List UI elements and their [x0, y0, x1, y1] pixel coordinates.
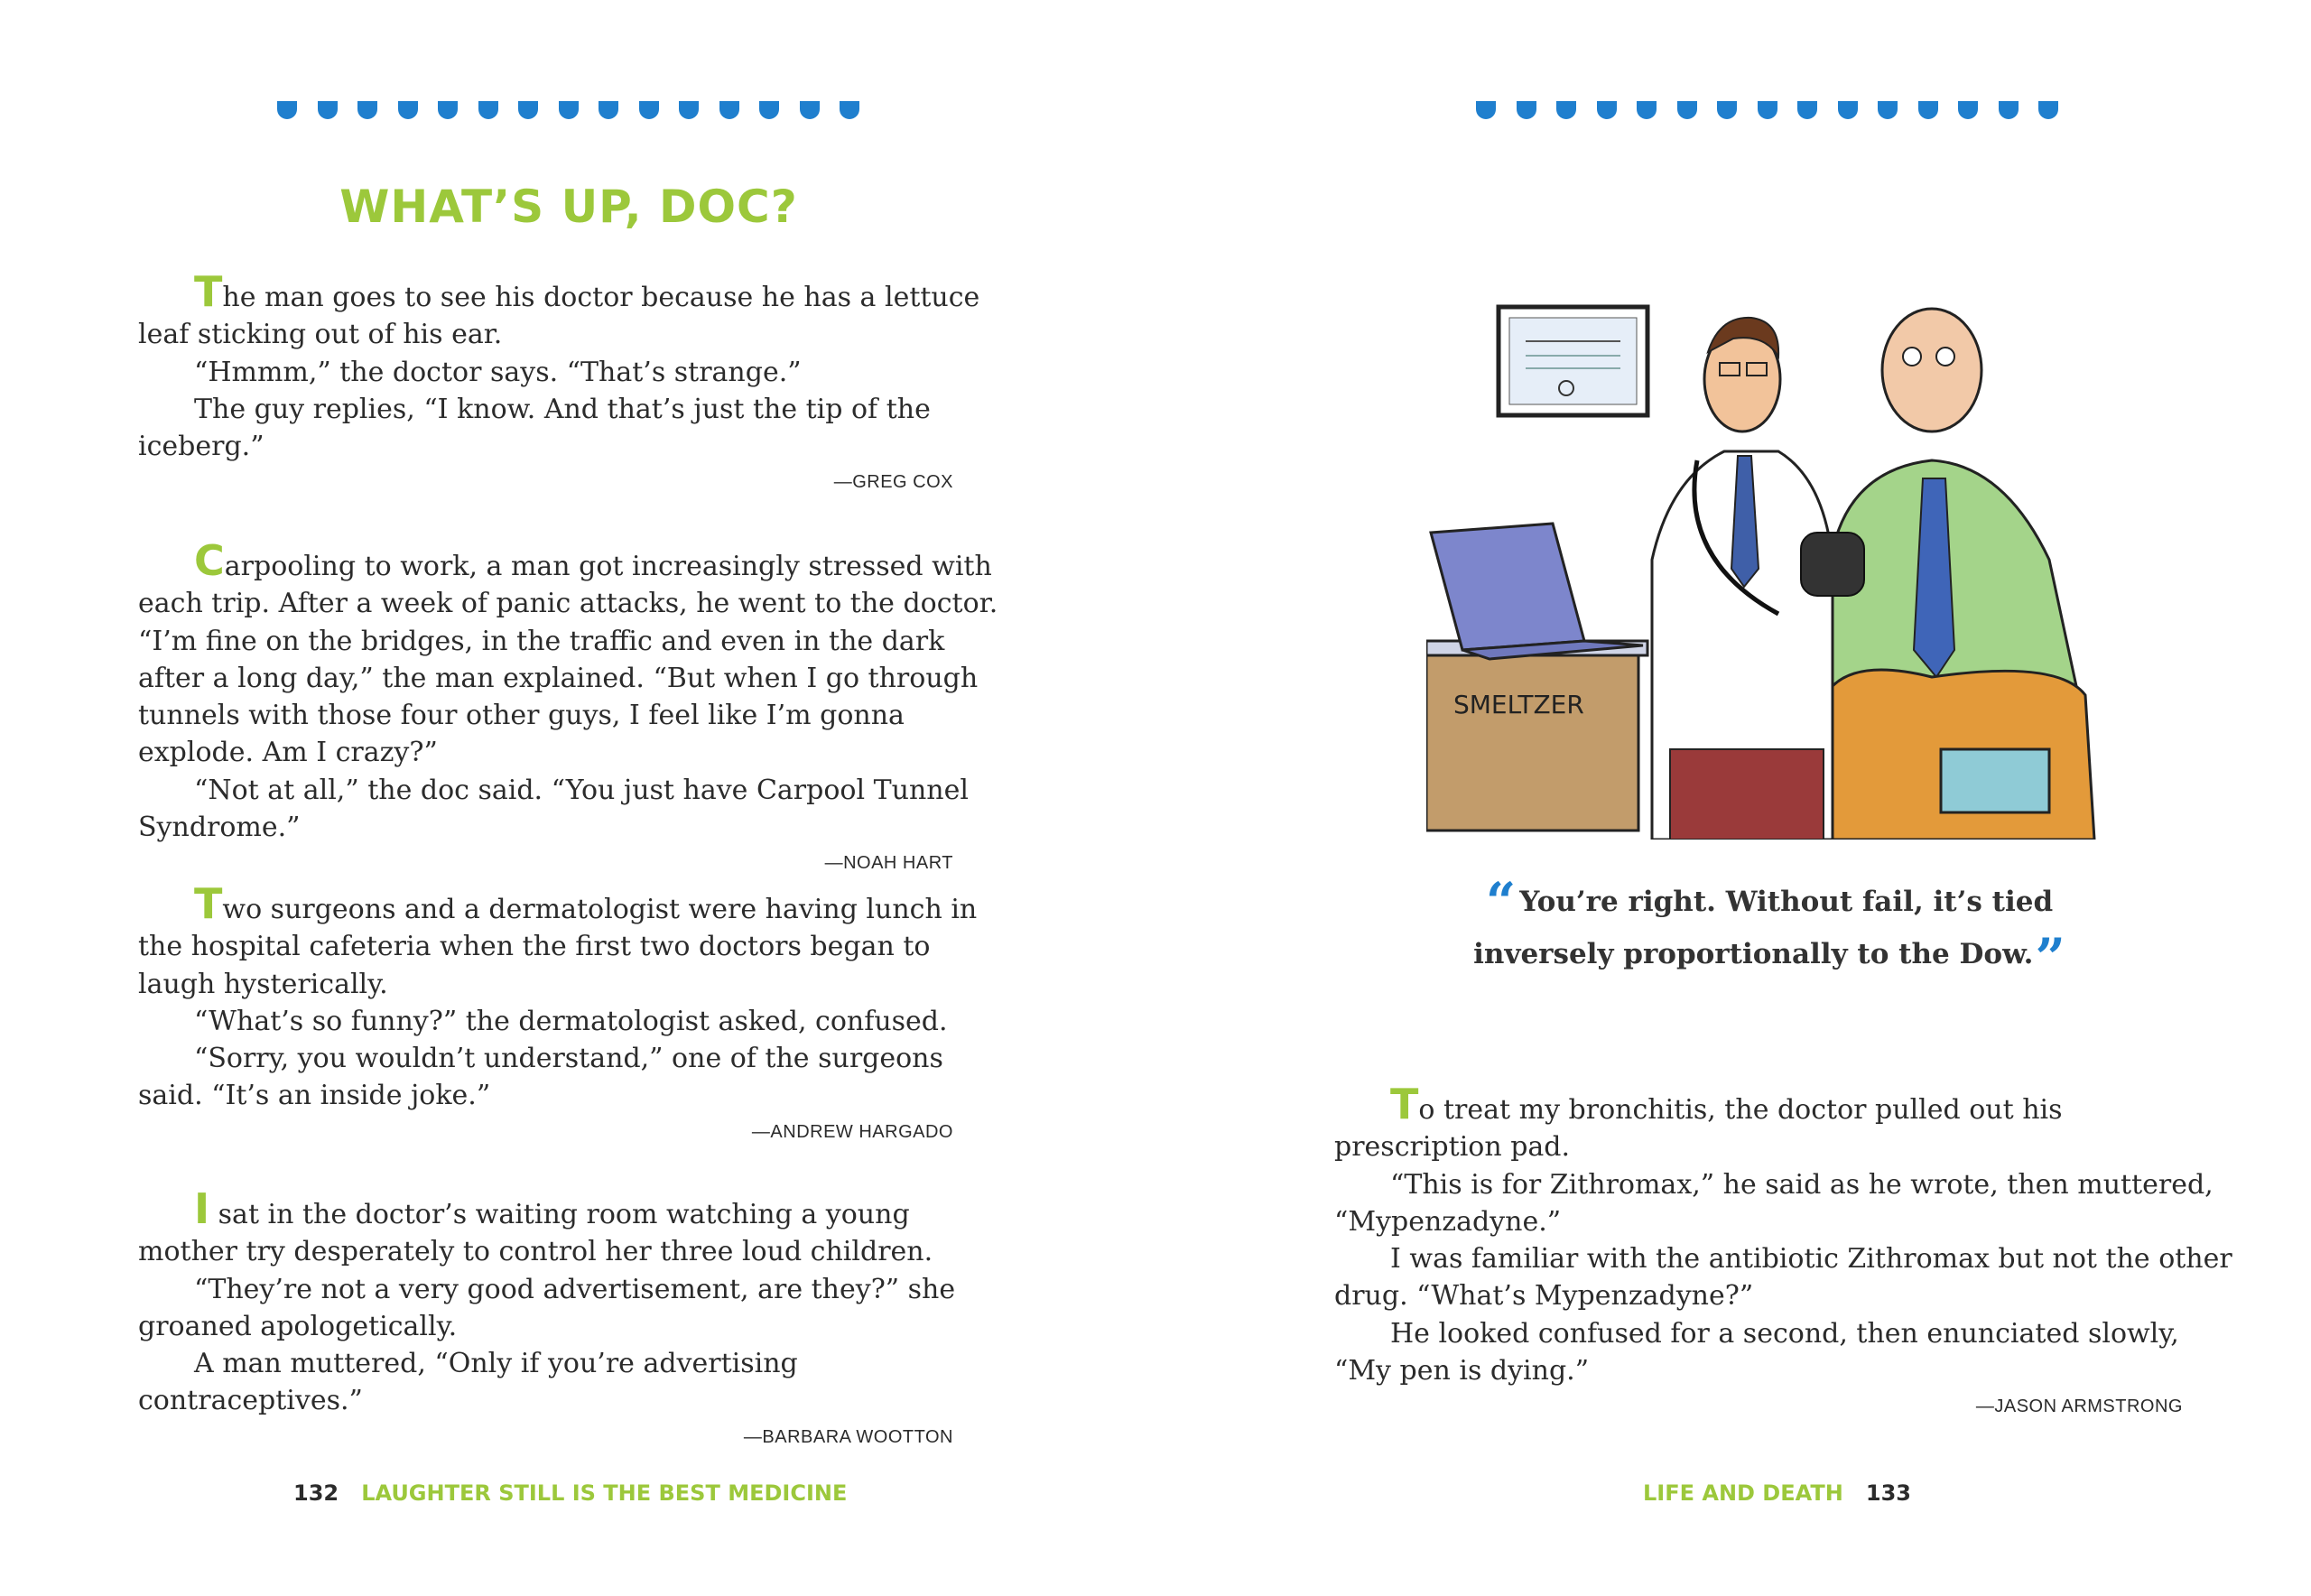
- cartoon-caption: [1444, 871, 2094, 988]
- page-footer: [293, 1480, 847, 1506]
- decorative-dot: [1597, 101, 1617, 119]
- joke-paragraph: The guy replies, “I know. And that’s just the tip of the iceberg.”: [138, 393, 931, 463]
- attribution: —JASON ARMSTRONG: [1975, 1396, 2183, 1417]
- close-quote-mark: ”: [2035, 927, 2065, 988]
- decorative-dot: [398, 101, 418, 119]
- decorative-dot: [840, 101, 859, 119]
- decorative-dots: [277, 101, 880, 125]
- decorative-dot: [1999, 101, 2019, 119]
- decorative-dot: [277, 101, 297, 119]
- decorative-dot: [559, 101, 579, 119]
- decorative-dot: [1878, 101, 1898, 119]
- page-number: 132: [293, 1480, 339, 1506]
- book-title: LAUGHTER STILL IS THE BEST MEDICINE: [361, 1480, 848, 1506]
- decorative-dot: [639, 101, 659, 119]
- page-footer: [1643, 1480, 1911, 1506]
- drop-cap: I: [194, 1184, 210, 1233]
- decorative-dot: [2038, 101, 2058, 119]
- joke-entry: [138, 267, 1005, 493]
- decorative-dot: [1556, 101, 1576, 119]
- joke-paragraph: “Hmmm,” the doctor says. “That’s strange.”: [194, 356, 802, 388]
- joke-paragraph: “Not at all,” the doc said. “You just have Carpool Tunnel Syndrome.”: [138, 774, 969, 844]
- joke-paragraph: “This is for Zithromax,” he said as he wrote, then muttered, “Mypenzadyne.”: [1334, 1168, 2214, 1238]
- decorative-dot: [800, 101, 820, 119]
- joke-paragraph: “What’s so funny?” the dermatologist asked, confused.: [194, 1005, 948, 1037]
- decorative-dot: [438, 101, 458, 119]
- decorative-dot: [1958, 101, 1978, 119]
- joke-paragraph: arpooling to work, a man got increasingly stressed with each trip. After a week of panic attacks, he went to the doctor. “I’m fine on the bridges, in the traffic and even in the dark after a long day,” the man explained. “But when I go through tunnels with those four other guys, I feel like I’m gonna explode. Am I crazy?”: [138, 551, 998, 769]
- decorative-dot: [1717, 101, 1737, 119]
- decorative-dot: [1476, 101, 1496, 119]
- doctor-cartoon: [1426, 262, 2130, 840]
- decorative-dot: [759, 101, 779, 119]
- decorative-dot: [1838, 101, 1858, 119]
- decorative-dot: [599, 101, 618, 119]
- decorative-dot: [357, 101, 377, 119]
- joke-paragraph: o treat my bronchitis, the doctor pulled out his prescription pad.: [1334, 1094, 2063, 1164]
- drop-cap: T: [194, 267, 223, 316]
- joke-paragraph: A man muttered, “Only if you’re advertising contraceptives.”: [138, 1348, 798, 1417]
- page-number: 133: [1865, 1480, 1911, 1506]
- joke-paragraph: He looked confused for a second, then enunciated slowly, “My pen is dying.”: [1334, 1317, 2179, 1387]
- decorative-dot: [518, 101, 538, 119]
- drop-cap: T: [194, 879, 223, 928]
- section-title: LIFE AND DEATH: [1643, 1480, 1843, 1506]
- joke-entry: [1334, 1080, 2237, 1417]
- joke-paragraph: wo surgeons and a dermatologist were having lunch in the hospital cafeteria when the first two doctors began to laugh hysterically.: [138, 894, 978, 1000]
- joke-entry: [138, 879, 1005, 1143]
- decorative-dot: [1918, 101, 1938, 119]
- joke-paragraph: sat in the doctor’s waiting room watching a young mother try desperately to control her three loud children.: [138, 1199, 933, 1268]
- joke-entry: [138, 1184, 1005, 1448]
- decorative-dots: [1476, 101, 2079, 125]
- attribution: —ANDREW HARGADO: [751, 1121, 953, 1142]
- attribution: —NOAH HART: [824, 853, 953, 874]
- decorative-dot: [1637, 101, 1657, 119]
- joke-paragraph: “They’re not a very good advertisement, are they?” she groaned apologetically.: [138, 1273, 956, 1342]
- decorative-dot: [679, 101, 699, 119]
- cartoon-signature: SMELTZER: [1453, 690, 1584, 719]
- decorative-dot: [318, 101, 338, 119]
- attribution: —BARBARA WOOTTON: [743, 1426, 953, 1447]
- joke-entry: [138, 536, 1005, 874]
- drop-cap: C: [194, 536, 225, 585]
- drop-cap: T: [1390, 1080, 1419, 1128]
- page-title: WHAT’S UP, DOC?: [339, 181, 798, 233]
- decorative-dot: [1677, 101, 1697, 119]
- right-page: [1156, 0, 2311, 1596]
- caption-text: You’re right. Without fail, it’s tied inversely proportionally to the Dow.: [1473, 886, 2054, 970]
- joke-paragraph: he man goes to see his doctor because he has a lettuce leaf sticking out of his ear.: [138, 282, 980, 351]
- joke-paragraph: “Sorry, you wouldn’t understand,” one of the surgeons said. “It’s an inside joke.”: [138, 1043, 943, 1112]
- decorative-dot: [1797, 101, 1817, 119]
- open-quote-mark: “: [1485, 871, 1517, 933]
- decorative-dot: [478, 101, 498, 119]
- decorative-dot: [1758, 101, 1777, 119]
- decorative-dot: [1517, 101, 1536, 119]
- decorative-dot: [719, 101, 739, 119]
- attribution: —GREG COX: [833, 472, 953, 493]
- joke-paragraph: I was familiar with the antibiotic Zithromax but not the other drug. “What’s Mypenzadyne?”: [1334, 1243, 2232, 1313]
